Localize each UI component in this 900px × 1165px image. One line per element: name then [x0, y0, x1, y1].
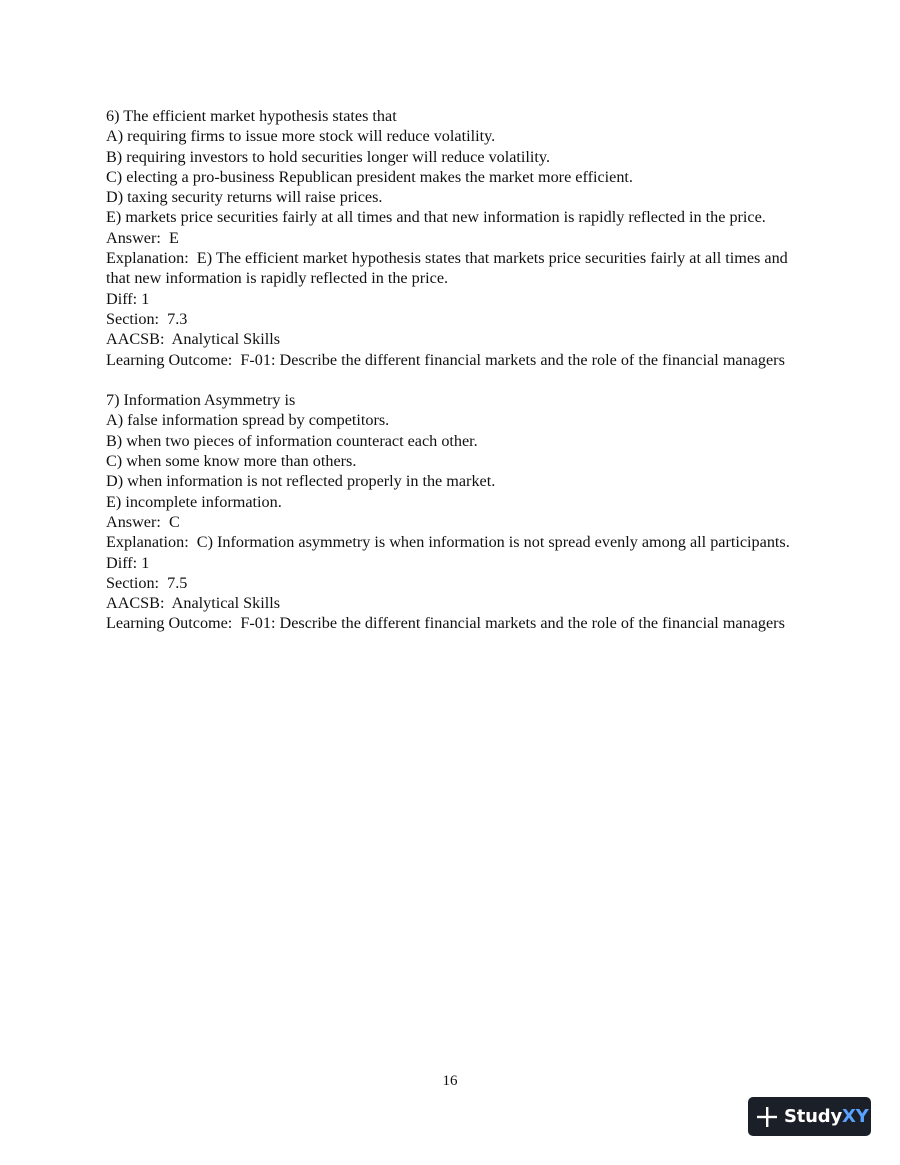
answer: Answer: E — [106, 228, 179, 247]
aacsb: AACSB: Analytical Skills — [106, 594, 281, 613]
section: Section: 7.3 — [106, 309, 188, 328]
learning-outcome: Learning Outcome: F-01: Describe the different financial markets and the role of the financial managers — [106, 614, 785, 633]
spacer — [106, 370, 796, 390]
question-block-6 — [106, 106, 796, 370]
question-stem: 7) Information Asymmetry is — [106, 391, 296, 410]
section: Section: 7.5 — [106, 573, 188, 592]
question-block-7 — [106, 390, 796, 634]
question-stem: 6) The efficient market hypothesis states that — [106, 107, 397, 125]
studyxy-badge[interactable] — [748, 1097, 871, 1136]
explanation: Explanation: E) The efficient market hypothesis states that markets price securities fairly at all times and that new information is rapidly reflected in the price. — [106, 249, 792, 288]
difficulty: Diff: 1 — [106, 289, 150, 308]
option-c: C) when some know more than others. — [106, 452, 357, 471]
page-number: 16 — [442, 1073, 458, 1089]
difficulty: Diff: 1 — [106, 553, 150, 572]
option-a: A) requiring firms to issue more stock will reduce volatility. — [106, 127, 496, 146]
option-a: A) false information spread by competitors. — [106, 411, 390, 430]
brand-name-part1: Study — [784, 1106, 843, 1127]
option-d: D) taxing security returns will raise prices. — [106, 188, 383, 207]
option-e: E) markets price securities fairly at all times and that new information is rapidly reflected in the price. — [106, 208, 766, 227]
plus-icon — [756, 1106, 778, 1128]
learning-outcome: Learning Outcome: F-01: Describe the different financial markets and the role of the financial managers — [106, 350, 785, 369]
option-b: B) when two pieces of information counteract each other. — [106, 431, 478, 450]
option-c: C) electing a pro-business Republican president makes the market more efficient. — [106, 167, 633, 186]
answer: Answer: C — [106, 512, 180, 531]
option-e: E) incomplete information. — [106, 492, 282, 511]
brand-logo-text — [784, 1106, 869, 1127]
brand-name-part2: XY — [842, 1106, 869, 1127]
option-d: D) when information is not reflected properly in the market. — [106, 472, 496, 491]
explanation: Explanation: C) Information asymmetry is when information is not spread evenly among all participants. — [106, 533, 790, 552]
page-content — [106, 106, 796, 634]
option-b: B) requiring investors to hold securities longer will reduce volatility. — [106, 147, 551, 166]
aacsb: AACSB: Analytical Skills — [106, 330, 281, 349]
